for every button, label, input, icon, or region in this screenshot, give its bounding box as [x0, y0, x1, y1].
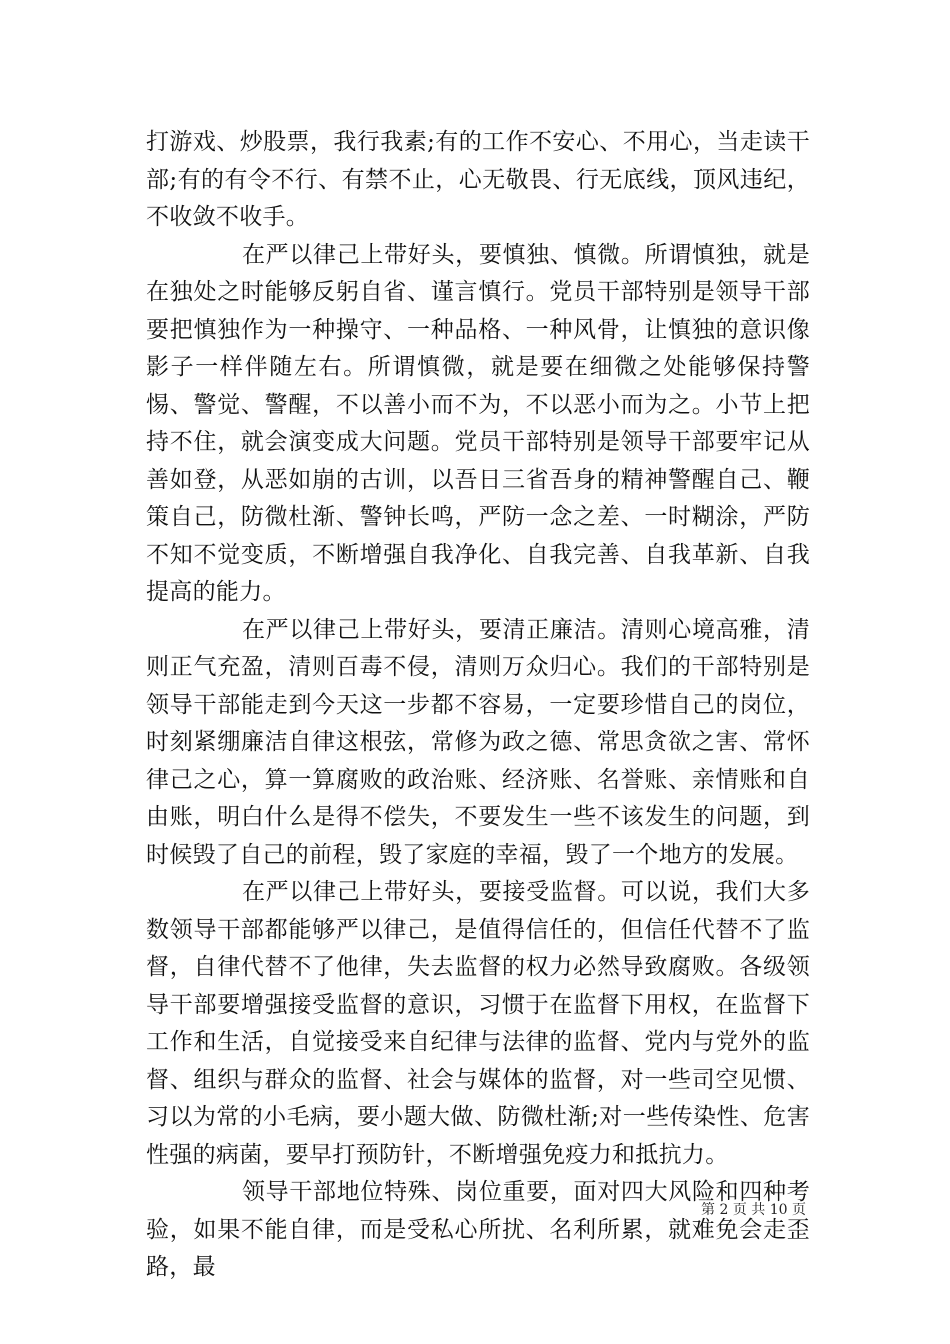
document-body [146, 124, 810, 1287]
paragraph-jieshou-jiandu: 在严以律己上带好头，要接受监督。可以说，我们大多数领导干部都能够严以律己，是值得信任的，但信任代替不了监督，自律代替不了他律，失去监督的权力必然导致腐败。各级领导干部要增强接受监督的意识，习惯于在监督下用权，在监督下工作和生活，自觉接受来自纪律与法律的监督、党内与党外的监督、组织与群众的监督、社会与媒体的监督，对一些司空见惯、习以为常的小毛病，要小题大做、防微杜渐;对一些传染性、危害性强的病菌，要早打预防针，不断增强免疫力和抵抗力。 [146, 879, 810, 1168]
page-number-footer: 第 2 页 共 10 页 [701, 1202, 806, 1218]
paragraph-continuation: 打游戏、炒股票，我行我素;有的工作不安心、不用心，当走读干部;有的有令不行、有禁不止，心无敬畏、行无底线，顶风违纪，不收敛不收手。 [146, 129, 810, 230]
paragraph-shendu-shenwei: 在严以律己上带好头，要慎独、慎微。所谓慎独，就是在独处之时能够反躬自省、谨言慎行。党员干部特别是领导干部要把慎独作为一种操守、一种品格、一种风骨，让慎独的意识像影子一样伴随左右。所谓慎微，就是要在细微之处能够保持警惕、警觉、警醒，不以善小而不为，不以恶小而为之。小节上把持不住，就会演变成大问题。党员干部特别是领导干部要牢记从善如登，从恶如崩的古训，以吾日三省吾身的精神警醒自己、鞭策自己，防微杜渐、警钟长鸣，严防一念之差、一时糊涂，严防不知不觉变质，不断增强自我净化、自我完善、自我革新、自我提高的能力。 [146, 241, 810, 605]
paragraph-leader-position: 领导干部地位特殊、岗位重要，面对四大风险和四种考验，如果不能自律，而是受私心所扰、名利所累，就难免会走歪路，最 [146, 1179, 810, 1280]
paragraph-qingzheng-lianjie: 在严以律己上带好头，要清正廉洁。清则心境高雅，清则正气充盈，清则百毒不侵，清则万众归心。我们的干部特别是领导干部能走到今天这一步都不容易，一定要珍惜自己的岗位，时刻紧绷廉洁自律这根弦，常修为政之德、常思贪欲之害、常怀律己之心，算一算腐败的政治账、经济账、名誉账、亲情账和自由账，明白什么是得不偿失，不要发生一些不该发生的问题，到时候毁了自己的前程，毁了家庭的幸福，毁了一个地方的发展。 [146, 616, 810, 868]
